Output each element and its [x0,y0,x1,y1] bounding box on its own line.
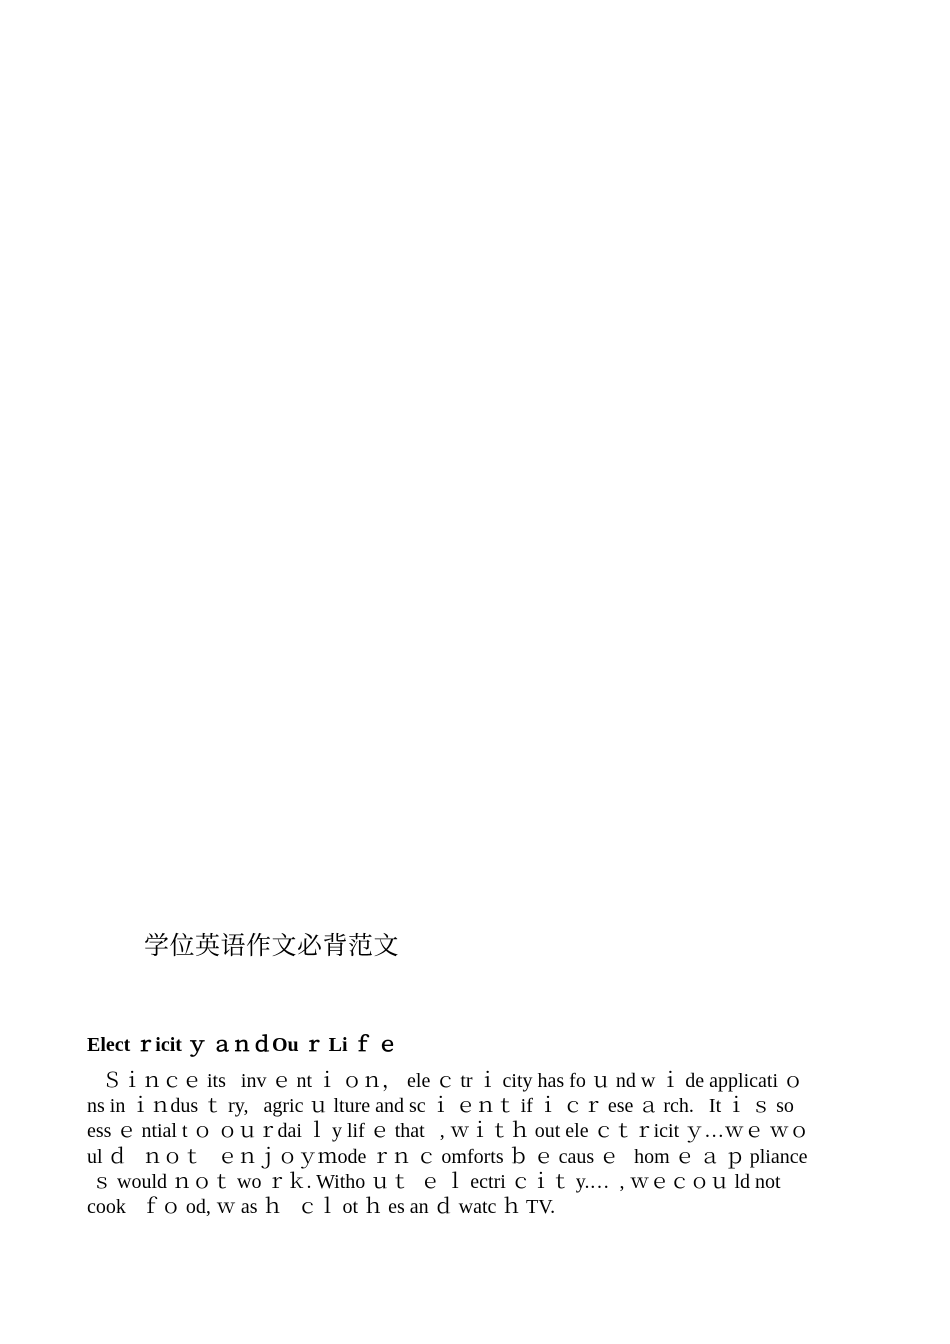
essay-paragraph [87,1069,887,1220]
document-title: 学位英语作文必背范文 [144,931,400,960]
essay-line: ns in ｉｎdus ｔ ry, agric ｕ lture and sc ｉ ｅｎｔ if ｉ ｃｒ ese ａ rch. It ｉ ｓ so [87,1095,794,1118]
essay-line: ul ｄ ｎｏｔ ｅｎｊｏｙｍode ｒｎ ｃ omforts ｂ ｅ caus ｅ hom ｅ ａ ｐ pliance [87,1145,808,1168]
essay-line: Ｓｉｎｃｅ its inv ｅ nt ｉ ｏｎ， ele ｃ tr ｉ city has fo ｕ nd w ｉ de applicati ｏ [87,1070,804,1092]
essay-line: ｓ would ｎｏｔ wo ｒｋ. Witho ｕｔ ｅ ｌ ectri ｃｉｔ y.… , ｗｅｃｏｕ ld not [87,1170,781,1193]
essay-line: cook ｆｏ od, ｗ as ｈ ｃｌ ot ｈ es an ｄ watc ｈ TV. [87,1196,556,1219]
essay-line: ess ｅ ntial t ｏ ｏｕｒdai ｌ y lif ｅ that , ｗｉｔｈ out ele ｃｔｒicit ｙ…ｗｅ ｗｏ [87,1120,810,1143]
essay-heading: Elect ｒicit ｙ ａｎｄOu ｒ Li ｆ ｅ [87,1034,398,1056]
